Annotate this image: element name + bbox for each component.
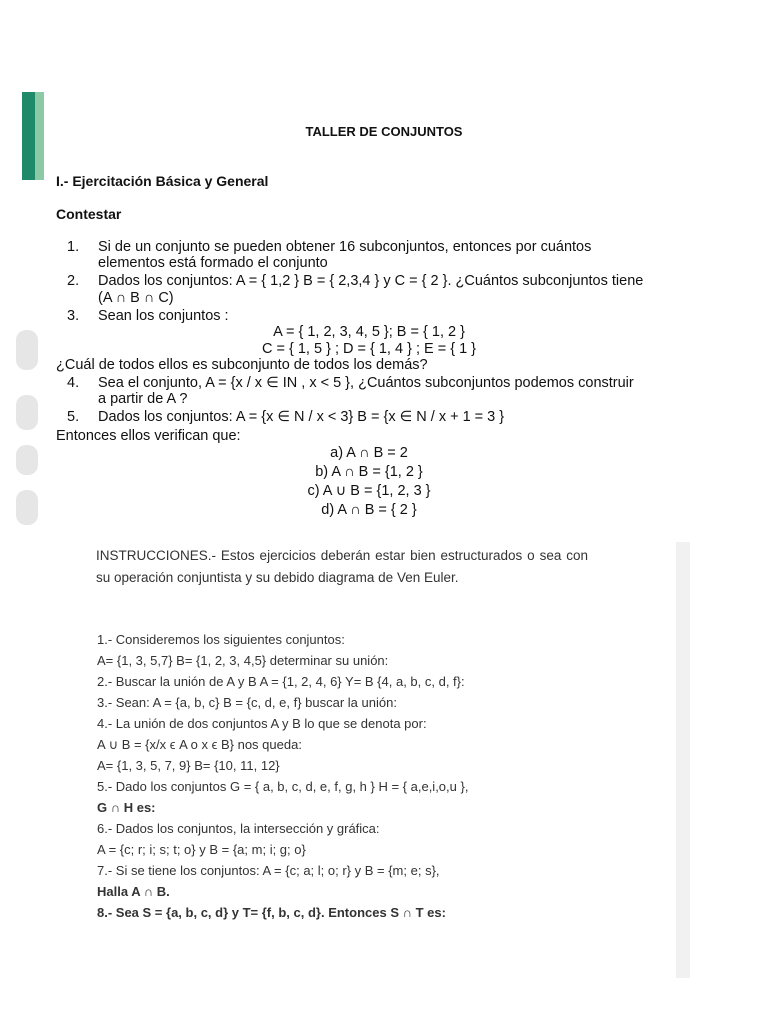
exercise-line: 4.- La unión de dos conjuntos A y B lo que se denota por: bbox=[97, 716, 427, 731]
scanned-instructions bbox=[88, 545, 676, 985]
exercise-line: A= {1, 3, 5, 7, 9} B= {10, 11, 12} bbox=[97, 758, 280, 773]
exercise-line: A ∪ B = {x/x ϵ A o x ϵ B} nos queda: bbox=[97, 737, 302, 752]
verify-text: Entonces ellos verifican que: bbox=[56, 428, 241, 444]
exercise-line: 8.- Sea S = {a, b, c, d} y T= {f, b, c, d}. Entonces S ∩ T es: bbox=[97, 905, 446, 920]
question-text: a partir de A ? bbox=[98, 391, 188, 407]
exercise-line: 1.- Consideremos los siguientes conjuntos: bbox=[97, 632, 345, 647]
question-number: 3. bbox=[67, 308, 80, 324]
exercise-line: 6.- Dados los conjuntos, la intersección y gráfica: bbox=[97, 821, 380, 836]
exercise-line: 5.- Dado los conjuntos G = { a, b, c, d, e, f, g, h } H = { a,e,i,o,u }, bbox=[97, 779, 469, 794]
question-text: Sean los conjuntos : bbox=[98, 308, 229, 324]
set-line-2: C = { 1, 5 } ; D = { 1, 4 } ; E = { 1 } bbox=[261, 341, 477, 357]
question-text: Sea el conjunto, A = {x / x ∈ IN , x < 5 }, ¿Cuántos subconjuntos podemos construir bbox=[98, 375, 634, 391]
question-number: 1. bbox=[67, 239, 80, 255]
option-a: a) A ∩ B = 2 bbox=[330, 445, 408, 461]
subheading-contestar: Contestar bbox=[56, 206, 122, 222]
exercise-line: A = {c; r; i; s; t; o} y B = {a; m; i; g; o} bbox=[97, 842, 306, 857]
option-b: b) A ∩ B = {1, 2 } bbox=[315, 464, 423, 480]
exercise-line: A= {1, 3, 5,7} B= {1, 2, 3, 4,5} determinar su unión: bbox=[97, 653, 389, 668]
option-c: c) A ∪ B = {1, 2, 3 } bbox=[307, 483, 431, 499]
question-text: Dados los conjuntos: A = { 1,2 } B = { 2,3,4 } y C = { 2 }. ¿Cuántos subconjuntos tiene bbox=[98, 273, 644, 289]
set-line-1: A = { 1, 2, 3, 4, 5 }; B = { 1, 2 } bbox=[273, 324, 465, 340]
watermark-mark-2 bbox=[16, 395, 38, 430]
scan-edge bbox=[676, 542, 690, 978]
exercise-line: 2.- Buscar la unión de A y B A = {1, 2, 4, 6} Y= B {4, a, b, c, d, f}: bbox=[97, 674, 465, 689]
instructions-paragraph: INSTRUCCIONES.- Estos ejercicios deberán estar bien estructurados o sea con su operación conjuntista y su debido diagrama de Ven Euler. bbox=[96, 548, 588, 585]
exercise-line: 7.- Si se tiene los conjuntos: A = {c; a; l; o; r} y B = {m; e; s}, bbox=[97, 863, 440, 878]
question-number: 4. bbox=[67, 375, 80, 391]
question-text: Dados los conjuntos: A = {x ∈ N / x < 3} B = {x ∈ N / x + 1 = 3 } bbox=[98, 409, 505, 425]
document-title: TALLER DE CONJUNTOS bbox=[305, 124, 463, 139]
exercise-line: Halla A ∩ B. bbox=[97, 884, 170, 899]
exercise-line: 3.- Sean: A = {a, b, c} B = {c, d, e, f} buscar la unión: bbox=[97, 695, 397, 710]
question-text: elementos está formado el conjunto bbox=[98, 255, 328, 271]
question-3-prompt: ¿Cuál de todos ellos es subconjunto de todos los demás? bbox=[56, 357, 428, 373]
section-heading: I.- Ejercitación Básica y General bbox=[56, 173, 269, 189]
question-number: 2. bbox=[67, 273, 80, 289]
question-number: 5. bbox=[67, 409, 80, 425]
question-text: (A ∩ B ∩ C) bbox=[98, 290, 174, 306]
option-d: d) A ∩ B = { 2 } bbox=[321, 502, 417, 518]
question-text: Si de un conjunto se pueden obtener 16 subconjuntos, entonces por cuántos bbox=[98, 239, 592, 255]
exercise-line: G ∩ H es: bbox=[97, 800, 156, 815]
